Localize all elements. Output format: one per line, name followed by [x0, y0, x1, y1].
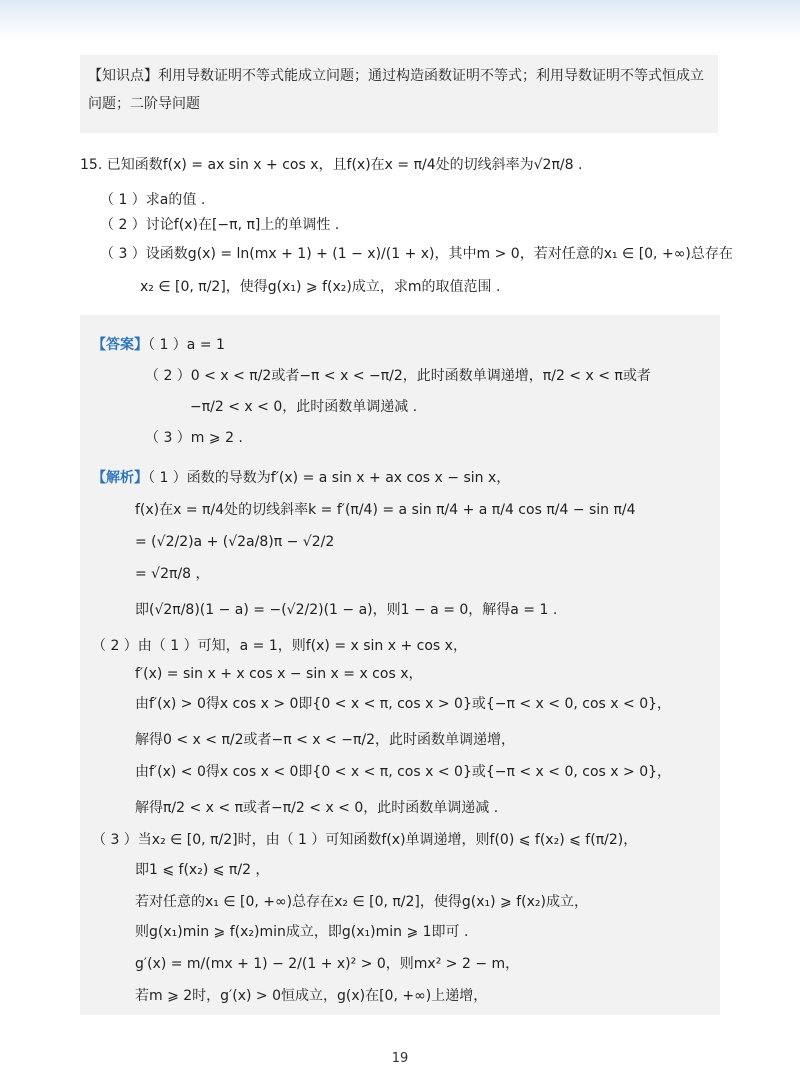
- question-part-3b: x₂ ∈ [0, π/2]，使得g(x₁) ⩾ f(x₂)成立，求m的取值范围 .: [140, 279, 501, 295]
- answer-1: （ 1 ）a = 1: [148, 337, 225, 353]
- answer-2b: −π/2 < x < 0，此时函数单调递减 .: [190, 399, 418, 415]
- question-stem-line: [80, 155, 582, 175]
- analysis-line: f′(x) = sin x + x cos x − sin x = x cos x，: [135, 666, 423, 682]
- analysis-line: 即1 ⩽ f(x₂) ⩽ π/2 ，: [135, 862, 270, 878]
- analysis-line: （ 3 ）当x₂ ∈ [0, π/2]时，由（ 1 ）可知函数f(x)单调递增，则f(0) ⩽ f(x₂) ⩽ f(π/2)，: [92, 832, 638, 848]
- analysis-line: = √2π/8 ，: [135, 566, 210, 582]
- answer-3: （ 3 ）m ⩾ 2 .: [145, 430, 243, 446]
- knowledge-content: 利用导数证明不等式能成立问题；通过构造函数证明不等式；利用导数证明不等式恒成立问题；二阶导问题: [88, 68, 704, 112]
- analysis-line-1: 【解析】（ 1 ）函数的导数为f′(x) = a sin x + ax cos x − sin x，: [92, 470, 511, 486]
- answer-label: 【答案】: [92, 337, 148, 353]
- page-number: 19: [391, 1051, 409, 1066]
- analysis-line: 解得0 < x < π/2或者−π < x < −π/2，此时函数单调递增，: [135, 732, 515, 748]
- question-number: 15.: [80, 157, 103, 173]
- analysis-line: 即(√2π/8)(1 − a) = −(√2/2)(1 − a)，则1 − a = 0，解得a = 1 .: [135, 602, 558, 618]
- header-band: [0, 0, 800, 42]
- analysis-line: 若对任意的x₁ ∈ [0, +∞)总存在x₂ ∈ [0, π/2]，使得g(x₁) ⩾ f(x₂)成立，: [135, 894, 588, 910]
- analysis-line: f(x)在x = π/4处的切线斜率k = f′(π/4) = a sin π/4 + a π/4 cos π/4 − sin π/4: [135, 502, 636, 518]
- knowledge-label: 【知识点】: [88, 68, 158, 84]
- analysis-line: 由f′(x) > 0得x cos x > 0即{0 < x < π, cos x > 0}或{−π < x < 0, cos x < 0}，: [135, 696, 672, 712]
- analysis-line: g′(x) = m/(mx + 1) − 2/(1 + x)² > 0，则mx² > 2 − m，: [135, 956, 520, 972]
- answer-2a: （ 2 ）0 < x < π/2或者−π < x < −π/2，此时函数单调递增，π/2 < x < π或者: [145, 368, 651, 384]
- analysis-line: 若m ⩾ 2时，g′(x) > 0恒成立，g(x)在[0, +∞)上递增，: [135, 988, 488, 1004]
- analysis-line: 则g(x₁)min ⩾ f(x₂)min成立，即g(x₁)min ⩾ 1即可 .: [135, 924, 469, 940]
- question-part-2: （ 2 ）讨论f(x)在[−π, π]上的单调性 .: [100, 217, 340, 233]
- analysis-line: 由f′(x) < 0得x cos x < 0即{0 < x < π, cos x < 0}或{−π < x < 0, cos x > 0}，: [135, 764, 672, 780]
- question-stem: 已知函数f(x) = ax sin x + cos x，且f(x)在x = π/4处的切线斜率为√2π/8 .: [106, 157, 583, 173]
- analysis-line: = (√2/2)a + (√2a/8)π − √2/2: [135, 534, 335, 550]
- knowledge-text: [88, 62, 708, 118]
- analysis-line: 解得π/2 < x < π或者−π/2 < x < 0，此时函数单调递减 .: [135, 800, 499, 816]
- answer-line-1: [92, 335, 225, 355]
- question-part-1: （ 1 ）求a的值 .: [100, 192, 206, 208]
- analysis-label: 【解析】: [92, 470, 148, 486]
- question-part-3a: （ 3 ）设函数g(x) = ln(mx + 1) + (1 − x)/(1 + x)，其中m > 0，若对任意的x₁ ∈ [0, +∞)总存在: [100, 246, 733, 262]
- analysis-line: （ 2 ）由（ 1 ）可知，a = 1，则f(x) = x sin x + cos x，: [92, 638, 467, 654]
